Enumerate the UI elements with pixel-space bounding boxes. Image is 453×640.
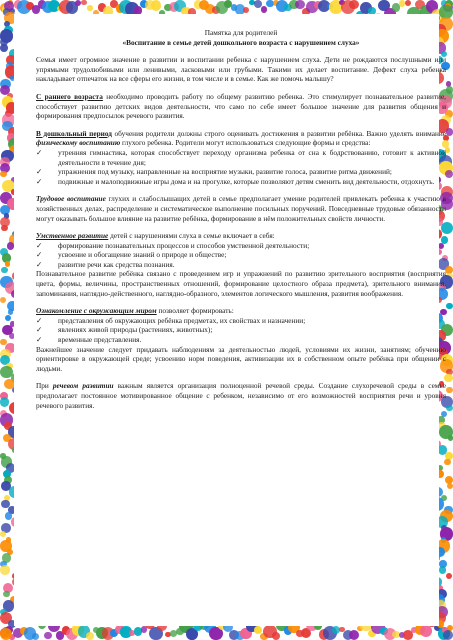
- confetti-dot: [243, 7, 249, 13]
- world-text: позволяет формировать:: [156, 306, 234, 316]
- confetti-dot: [349, 0, 358, 9]
- world-lead: Ознакомление с окружающим миром: [36, 306, 157, 316]
- confetti-dot: [5, 315, 11, 321]
- list-item: [36, 250, 446, 260]
- list-item-text: явлениях живой природы (растениях, животных);: [58, 325, 213, 335]
- confetti-dot: [75, 0, 81, 6]
- confetti-dot: [0, 565, 9, 574]
- preschool-lead: В дошкольный период: [36, 128, 112, 138]
- labor-paragraph: [36, 194, 446, 223]
- physical-education-term: физическому воспитанию: [36, 138, 121, 148]
- memo-heading: Памятка для родителей: [204, 28, 278, 37]
- speech-lead: речевом развитии: [52, 381, 114, 391]
- confetti-dot: [81, 0, 86, 5]
- list-item: [36, 167, 446, 177]
- checkmark-icon: ✓: [36, 147, 43, 157]
- list-item: [36, 335, 446, 345]
- confetti-dot: [87, 5, 92, 10]
- preschool-section: [36, 129, 446, 187]
- labor-text: глухих и слабослышащих детей в семье предполагает умение родителей привлекать ребенка к участию в хозяйственных делах, распределение и систематическое выполнение посильных поручений. Повседневные трудовые обязанности могут оказывать большое влияние на развитие ребёнка, формирование в нём положительных свойств личности.: [36, 194, 446, 223]
- list-item: [36, 241, 446, 251]
- list-item-text: утренняя гимнастика, которая способствует переходу организма ребенка от сна к бодрствованию, готовит к активной деятельности в течение дня;: [58, 147, 446, 167]
- confetti-dot: [261, 6, 267, 12]
- confetti-dot: [405, 0, 411, 6]
- confetti-dot: [447, 483, 453, 489]
- list-item-text: представления об окружающих ребёнка предметах, их свойствах и назначении;: [58, 315, 306, 325]
- preschool-paragraph: [36, 129, 446, 148]
- checkmark-icon: ✓: [36, 240, 43, 250]
- checkmark-icon: ✓: [36, 167, 43, 177]
- confetti-dot: [439, 566, 446, 573]
- confetti-dot: [445, 170, 453, 178]
- checkmark-icon: ✓: [36, 335, 43, 345]
- list-item: [36, 316, 446, 326]
- world-after-paragraph: Важнейшее значение следует придавать наблюдениям за деятельностью людей, условиями их жизни, занятиям; обучению ориентировке в окружающей среде; усвоению норм поведения, активизации их в собственном опыте ребёнка при общении с людьми.: [36, 344, 446, 373]
- confetti-dot: [0, 397, 9, 406]
- mental-lead: Умственное развитие: [36, 231, 109, 241]
- world-section: [36, 306, 446, 373]
- checkmark-icon: ✓: [36, 259, 43, 269]
- list-item-text: подвижные и малоподвижные игры дома и на прогулке, которые позволяют детям сменить вид деятельности, отдохнуть.: [58, 176, 435, 186]
- confetti-dot: [0, 44, 8, 52]
- labor-lead: Трудовое воспитание: [36, 194, 106, 204]
- confetti-dot: [3, 591, 10, 598]
- preschool-text-1: обучения родители должны строго оценивать достижения в развитии ребёнка. Важно уделять внимание: [112, 128, 446, 138]
- mental-after-paragraph: Познавательное развитие ребёнка связано с проведением игр и упражнений по развитию зрительного восприятия (восприятия цвета, формы, величины, пространственных отношений, формирование целостного образа предмета), зрительного внимания, запоминания, наглядно-действенного, наглядно-образного, элементов логического мышления, развития воображения.: [36, 269, 446, 298]
- mental-text: детей с нарушениями слуха в семье включает в себя:: [108, 231, 275, 241]
- mental-paragraph: [36, 231, 446, 241]
- list-item: [36, 325, 446, 335]
- checkmark-icon: ✓: [36, 176, 43, 186]
- checkmark-icon: ✓: [36, 325, 43, 335]
- confetti-dot: [1, 225, 8, 232]
- early-age-text: необходимо проводить работу по общему развитию ребенка. Это стимулирует познавательное развитие, способствует развитию детских видов деятельности, что само по себе имеет большое значение для развития общения и формирования предпосылок речевого развития.: [36, 91, 447, 121]
- mental-section: [36, 231, 446, 298]
- checkmark-icon: ✓: [36, 315, 43, 325]
- confetti-dot: [0, 531, 6, 537]
- list-item-text: упражнения под музыку, направленные на восприятие музыки, развитие голоса, развитие ритма движений;: [58, 167, 392, 177]
- list-item: [36, 148, 446, 167]
- preschool-text-2: глухого ребенка. Родители могут использоваться следующие формы и средства:: [120, 138, 371, 148]
- confetti-dot: [443, 630, 453, 640]
- confetti-dot: [8, 309, 13, 314]
- confetti-dot: [86, 632, 94, 640]
- confetti-dot: [446, 573, 452, 579]
- list-item-text: временные представления.: [58, 335, 142, 345]
- confetti-dot: [272, 632, 280, 640]
- list-item: [36, 260, 446, 270]
- world-paragraph: [36, 306, 446, 316]
- speech-text: важным является организация полноценной речевой среды. Создание слухоречевой среды в семье предполагает постоянное мотивированное общение с ребенком, независимо от его возможностей восприятия речи и уровня речевого развития.: [36, 381, 446, 410]
- confetti-dot: [1, 267, 8, 274]
- speech-paragraph: [36, 381, 446, 410]
- early-age-paragraph: [36, 92, 446, 121]
- confetti-dot: [0, 297, 6, 303]
- confetti-dot: [32, 633, 39, 640]
- confetti-dot: [44, 632, 51, 639]
- list-item-text: развитие речи как средства познания.: [58, 259, 175, 269]
- confetti-dot: [7, 242, 14, 249]
- confetti-dot: [446, 405, 453, 412]
- confetti-dot: [448, 435, 453, 440]
- confetti-dot: [5, 261, 10, 266]
- confetti-dot: [446, 387, 453, 394]
- confetti-dot: [349, 630, 359, 640]
- checkmark-icon: ✓: [36, 250, 43, 260]
- list-item-text: усвоение и обогащение знаний о природе и обществе;: [58, 250, 227, 260]
- list-item-text: формирование познавательных процессов и способов умственной деятельности;: [58, 240, 310, 250]
- memo-content: [36, 28, 446, 418]
- early-age-lead: С раннего возраста: [36, 91, 103, 101]
- confetti-dot: [444, 459, 451, 466]
- confetti-dot: [0, 628, 12, 640]
- list-item: [36, 177, 446, 187]
- memo-title: «Воспитание в семье детей дошкольного возраста с нарушением слуха»: [122, 37, 360, 47]
- speech-pre: При: [36, 381, 53, 391]
- intro-paragraph: Семья имеет огромное значение в развитии и воспитании ребенка с нарушением слуха. Дети не рождаются послушными или упрямыми трудолюбивыми или ленивыми, ласковыми или грубыми. Такими их делает воспитание. Дефект слуха ребенка накладывает отпечаток на все сферы его жизни, в том числе и в семье. Как же помочь малышу?: [36, 55, 446, 84]
- memo-page: [14, 14, 447, 626]
- confetti-dot: [446, 303, 453, 310]
- confetti-dot: [0, 171, 7, 178]
